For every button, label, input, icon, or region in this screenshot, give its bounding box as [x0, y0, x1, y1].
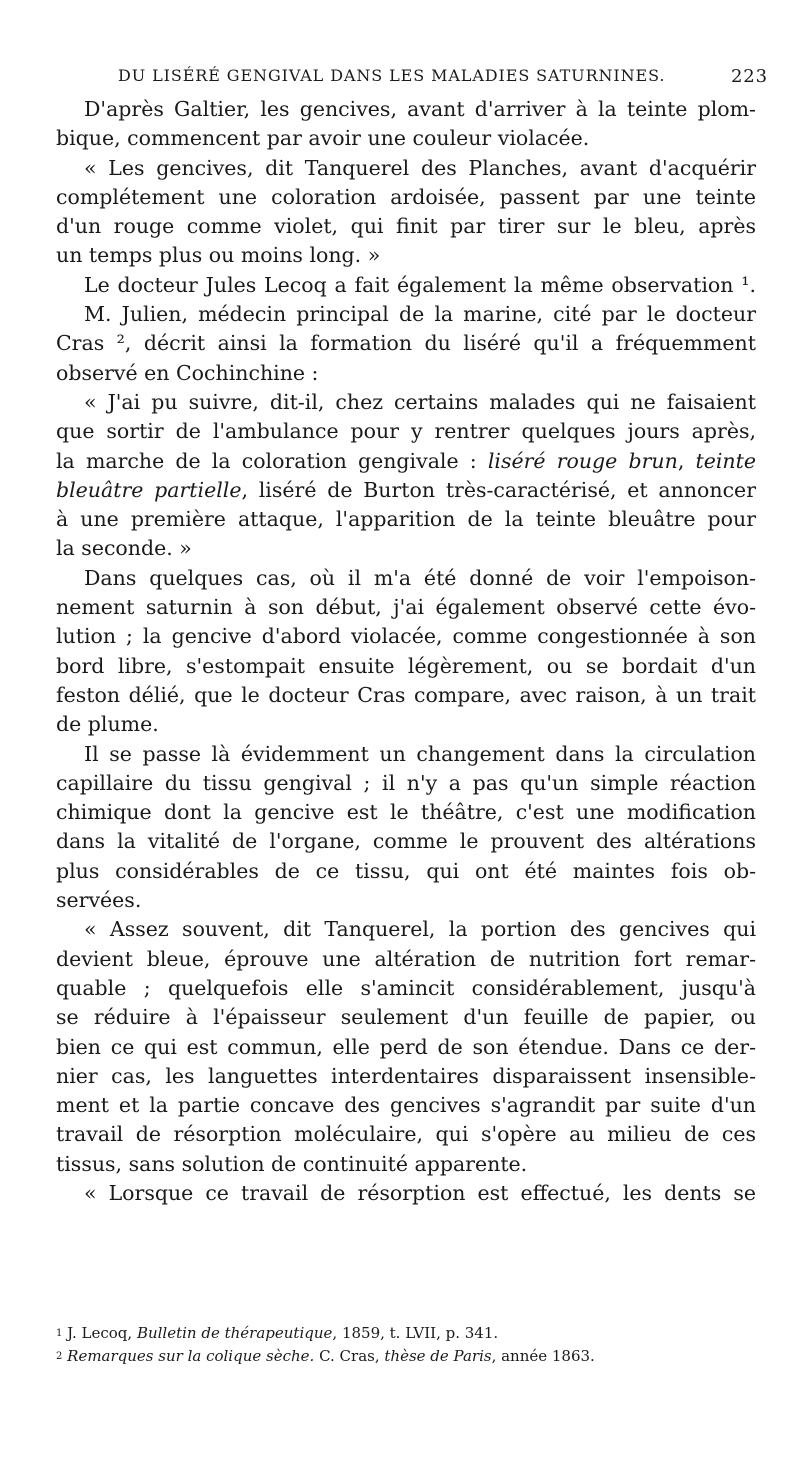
text-line: la seconde. »	[56, 536, 192, 561]
text-line: devient bleue, éprouve une altération de nutrition fort remar-	[56, 946, 756, 971]
text-line: un temps plus ou moins long. »	[56, 243, 381, 268]
text-line: « Lorsque ce travail de résorption est effectué, les dents se	[84, 1180, 756, 1205]
text-run: , liséré de Burton très-caractérisé, et annoncer	[241, 477, 756, 502]
text-line: observé en Cochinchine :	[56, 360, 319, 385]
footnote-title: Remarques sur la colique sèche.	[67, 1347, 315, 1365]
footnote-title: thèse de Paris	[384, 1347, 492, 1365]
text-line: « J'ai pu suivre, dit-il, chez certains malades qui ne faisaient	[84, 389, 756, 414]
text-line: Dans quelques cas, où il m'a été donné de voir l'empoison-	[84, 565, 756, 590]
text-line: ment et la partie concave des gencives s'agrandit par suite d'un	[56, 1093, 756, 1118]
running-header	[118, 66, 768, 92]
text-line: lution ; la gencive d'abord violacée, comme congestionnée à son	[56, 624, 756, 649]
text-line: travail de résorption moléculaire, qui s'opère au milieu de ces	[56, 1122, 756, 1147]
text-line: dans la vitalité de l'organe, comme le prouvent des altérations	[56, 829, 756, 854]
italic-run: bleuâtre partielle	[56, 477, 242, 502]
italic-run: liséré rouge brun	[487, 448, 678, 473]
text-line: D'après Galtier, les gencives, avant d'arriver à la teinte plom-	[84, 97, 756, 121]
footnote-text: , 1859, t. LVII, p. 341.	[332, 1324, 499, 1342]
text-line: bien ce qui est commun, elle perd de son étendue. Dans ce der-	[56, 1034, 756, 1059]
text-line: capillaire du tissu gengival ; il n'y a pas qu'un simple réaction	[56, 770, 756, 795]
page-number: 223	[730, 66, 768, 87]
text-line: tissus, sans solution de continuité apparente.	[56, 1151, 528, 1176]
footnote-title: Bulletin de thérapeutique	[136, 1324, 333, 1342]
text-line: quable ; quelquefois elle s'amincit considérablement, jusqu'à	[56, 975, 756, 1000]
text-line: Le docteur Jules Lecoq a fait également la même observation ¹.	[84, 272, 756, 297]
italic-run: teinte	[695, 448, 756, 473]
text-line: à une première attaque, l'apparition de la teinte bleuâtre pour	[56, 507, 756, 532]
footnote-1	[56, 1322, 756, 1345]
text-line-mixed: la marche de la coloration gengivale : liséré rouge brun, teinte	[56, 448, 756, 473]
text-line: nier cas, les languettes interdentaires disparaissent insensible-	[56, 1063, 756, 1088]
footnote-text: C. Cras,	[314, 1347, 385, 1365]
text-line: M. Julien, médecin principal de la marine, cité par le docteur	[84, 302, 756, 327]
text-run: la marche de la coloration gengivale :	[56, 448, 477, 473]
text-line: servées.	[56, 888, 142, 913]
running-title: DU LISÉRÉ GENGIVAL DANS LES MALADIES SATURNINES.	[118, 66, 666, 85]
text-line: de plume.	[56, 712, 159, 737]
text-line: bique, commencent par avoir une couleur violacée.	[56, 126, 590, 151]
text-line: chimique dont la gencive est le théâtre, c'est une modification	[56, 800, 756, 825]
footnote-mark: 1	[56, 1328, 63, 1339]
text-line: Cras ², décrit ainsi la formation du liséré qu'il a fréquemment	[56, 331, 756, 356]
footnote-2	[56, 1345, 756, 1368]
text-line: que sortir de l'ambulance pour y rentrer quelques jours après,	[56, 419, 756, 444]
text-line: Il se passe là évidemment un changement dans la circulation	[84, 741, 756, 766]
text-line: feston délié, que le docteur Cras compare, avec raison, à un trait	[56, 682, 756, 707]
text-line: nement saturnin à son début, j'ai également observé cette évo-	[56, 595, 756, 620]
text-line: se réduire à l'épaisseur seulement d'un feuille de papier, ou	[56, 1005, 756, 1030]
text-line: « Les gencives, dit Tanquerel des Planches, avant d'acquérir	[84, 155, 756, 180]
text-line: d'un rouge comme violet, qui finit par tirer sur le bleu, après	[56, 214, 756, 239]
footnote-text: , année 1863.	[491, 1347, 595, 1365]
text-line: bord libre, s'estompait ensuite légèrement, ou se bordait d'un	[56, 653, 756, 678]
footnote-text: J. Lecoq,	[67, 1324, 137, 1342]
footnotes	[56, 1322, 756, 1368]
page-body	[56, 95, 756, 1208]
text-line: complétement une coloration ardoisée, passent par une teinte	[56, 184, 756, 209]
text-line-mixed	[56, 476, 756, 505]
text-line: « Assez souvent, dit Tanquerel, la portion des gencives qui	[84, 917, 756, 942]
footnote-mark: 2	[56, 1351, 63, 1362]
text-line: plus considérables de ce tissu, qui ont été maintes fois ob-	[56, 858, 756, 883]
